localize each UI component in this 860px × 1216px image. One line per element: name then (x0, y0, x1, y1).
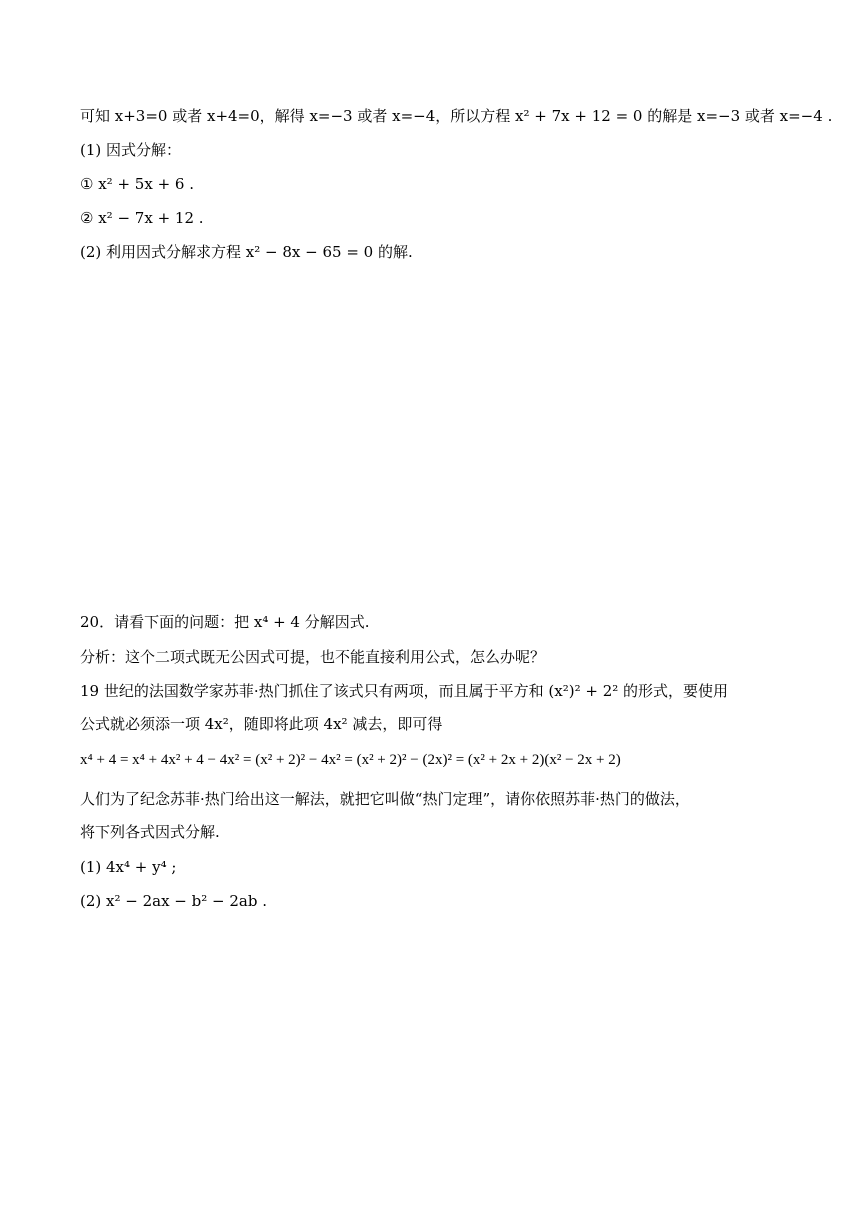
exercise-1: (1) 4x⁴ + y⁴ ; (80, 858, 177, 876)
instruction-line-2: 将下列各式因式分解. (80, 823, 220, 841)
part-2-question: (2) 利用因式分解求方程 x² − 8x − 65 = 0 的解. (80, 243, 413, 261)
solution-conclusion-line: 可知 x+3=0 或者 x+4=0，解得 x=−3 或者 x=−4，所以方程 x² + 7x + 12 = 0 的解是 x=−3 或者 x=−4 . (80, 107, 833, 125)
analysis-line: 分析：这个二项式既无公因式可提，也不能直接利用公式，怎么办呢？ (80, 648, 546, 666)
history-line-2: 公式就必须添一项 4x²，随即将此项 4x² 减去，即可得 (80, 715, 443, 733)
history-line-1: 19 世纪的法国数学家苏菲·热门抓住了该式只有两项，而且属于平方和 (x²)² + 2² 的形式，要使用 (80, 682, 729, 700)
part-1-item-1: ① x² + 5x + 6 . (80, 175, 194, 193)
part-1-heading: (1) 因式分解： (80, 141, 182, 159)
exercise-2: (2) x² − 2ax − b² − 2ab . (80, 892, 267, 910)
factorization-equation: x⁴ + 4 = x⁴ + 4x² + 4 − 4x² = (x² + 2)² − 4x² = (x² + 2)² − (2x)² = (x² + 2x + 2)(x² − 2x + 2) (80, 752, 621, 768)
instruction-line-1: 人们为了纪念苏菲·热门给出这一解法，就把它叫做“热门定理”，请你依照苏菲·热门的做法， (80, 790, 690, 808)
part-1-item-2: ② x² − 7x + 12 . (80, 209, 204, 227)
question-20-title: 20．请看下面的问题：把 x⁴ + 4 分解因式. (80, 613, 370, 631)
